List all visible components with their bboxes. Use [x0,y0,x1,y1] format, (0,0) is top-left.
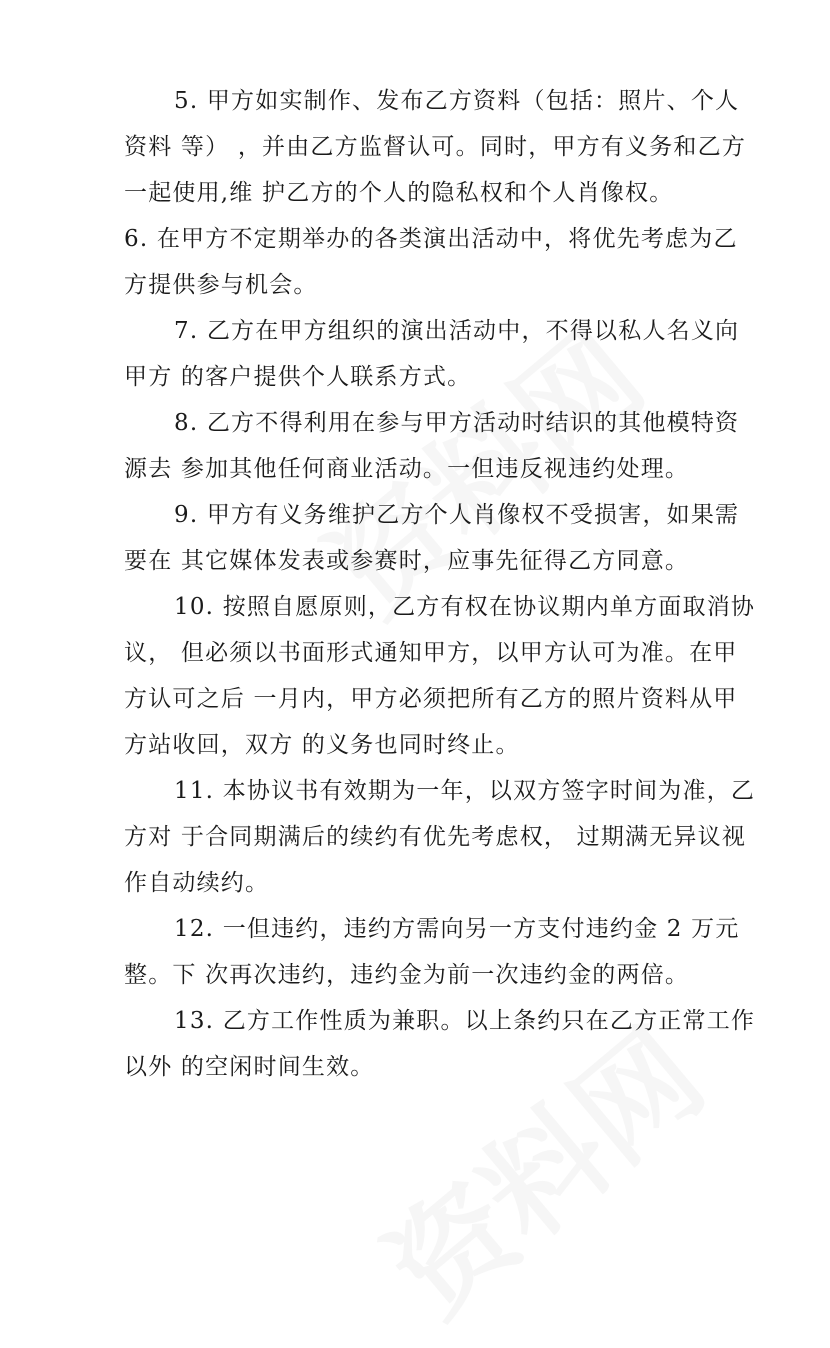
contract-clauses [124,78,756,1090]
text-line: 方认可之后 一月内，甲方必须把所有乙方的照片资料从甲 [124,686,738,712]
text-line: 源去 参加其他任何商业活动。一但违反视违约处理。 [124,456,690,482]
text-line: 8. 乙方不得利用在参与甲方活动时结识的其他模特资 [174,410,740,436]
text-line: 议， 但必须以书面形式通知甲方，以甲方认可为准。在甲 [124,640,738,666]
text-line: 以外 的空闲时间生效。 [124,1054,375,1080]
text-line: 资料 等） ，并由乙方监督认可。同时，甲方有义务和乙方 [124,134,747,160]
text-line: 10. 按照自愿原则，乙方有权在协议期内单方面取消协 [174,594,756,620]
text-line: 7. 乙方在甲方组织的演出活动中，不得以私人名义向 [174,318,740,344]
text-line: 13. 乙方工作性质为兼职。以上条约只在乙方正常工作 [174,1008,756,1034]
text-line: 5. 甲方如实制作、发布乙方资料（包括：照片、个人 [174,88,740,114]
text-line: 整。下 次再次违约，违约金为前一次违约金的两倍。 [124,962,690,988]
text-line: 6. 在甲方不定期举办的各类演出活动中，将优先考虑为乙 [124,226,738,252]
text-line: 方对 于合同期满后的续约有优先考虑权， 过期满无异议视 [124,824,747,850]
text-line: 作自动续约。 [124,870,270,896]
text-line: 一起使用,维 护乙方的个人的隐私权和个人肖像权。 [124,180,674,206]
text-line: 9. 甲方有义务维护乙方个人肖像权不受损害，如果需 [174,502,740,528]
text-line: 要在 其它媒体发表或参赛时，应事先征得乙方同意。 [124,548,690,574]
text-line: 甲方 的客户提供个人联系方式。 [124,364,472,390]
text-line: 11. 本协议书有效期为一年，以双方签字时间为准，乙 [174,778,756,804]
text-line: 12. 一但违约，违约方需向另一方支付违约金 2 万元 [174,916,740,942]
text-line: 方站收回，双方 的义务也同时终止。 [124,732,520,758]
text-line: 方提供参与机会。 [124,272,318,298]
